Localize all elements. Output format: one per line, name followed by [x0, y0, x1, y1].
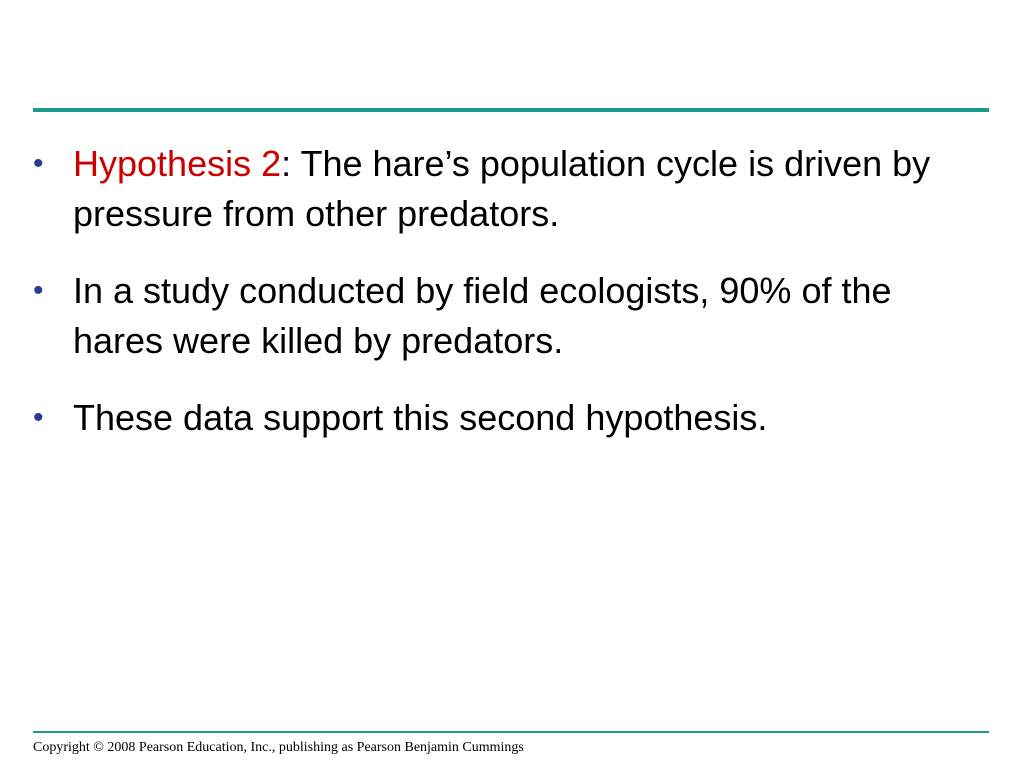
copyright-footer: Copyright © 2008 Pearson Education, Inc., publishing as Pearson Benjamin Cummings [33, 740, 524, 755]
bullet-list [33, 139, 973, 470]
bullet-item-conclusion [33, 393, 973, 443]
bullet-text: : The hare’s population cycle is driven by pressure from other predators. [73, 143, 931, 234]
bullet-text: These data support this second hypothesis. [73, 397, 768, 438]
top-divider [33, 108, 989, 112]
bullet-item-hypothesis [33, 139, 973, 239]
bullet-dot-icon: • [33, 401, 44, 434]
bullet-text: In a study conducted by field ecologists, 90% of the hares were killed by predators. [73, 270, 892, 361]
hypothesis-label: Hypothesis 2 [73, 143, 282, 184]
bullet-dot-icon: • [33, 274, 44, 307]
bullet-item-study [33, 266, 973, 366]
bottom-divider [33, 731, 989, 733]
bullet-dot-icon: • [33, 147, 44, 180]
